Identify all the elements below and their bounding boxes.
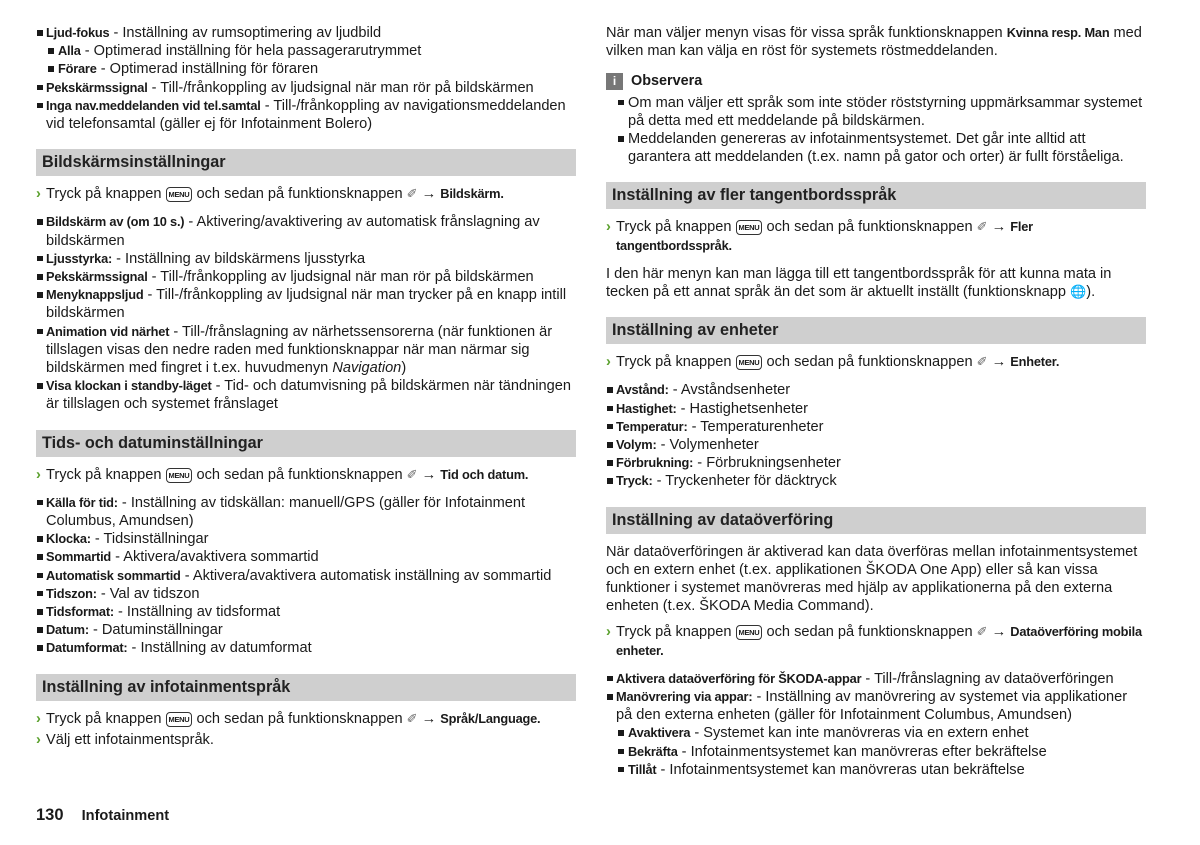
- list-item: [606, 761, 1146, 779]
- section-heading-language: Inställning av infotainmentspråk: [36, 674, 576, 701]
- step-prefix: Tryck på knappen: [616, 354, 732, 371]
- item-term: Sommartid: [46, 549, 112, 565]
- item-text: - Avståndsenheter: [668, 382, 791, 399]
- item-term: Menyknappsljud: [46, 287, 144, 303]
- list-item: [36, 603, 576, 621]
- step-target: Fler tangentbordsspråk.: [616, 219, 1033, 253]
- function-key-icon: ✐: [976, 219, 988, 235]
- list-item: [606, 743, 1146, 761]
- list-item: [606, 724, 1146, 742]
- item-term: Visa klockan i standby-läget: [46, 378, 212, 394]
- list-item: [606, 436, 1146, 454]
- instruction-step: [36, 710, 576, 728]
- step-arrow-icon: ›: [606, 219, 611, 236]
- list-item: [606, 400, 1146, 418]
- step-target: Bildskärm.: [440, 186, 504, 202]
- note-list: [606, 94, 1146, 167]
- step-mid: och sedan på funktionsknappen: [766, 219, 973, 236]
- item-term: Pekskärmssignal: [46, 269, 148, 285]
- menu-key-icon: MENU: [736, 220, 763, 235]
- list-item: [36, 567, 576, 585]
- item-term: Inga nav.meddelanden vid tel.samtal: [46, 97, 261, 113]
- item-text: - Inställning av datumformat: [127, 640, 312, 657]
- item-text: - Infotainmentsystemet kan manövreras utan bekräftelse: [656, 761, 1025, 778]
- list-item: [606, 381, 1146, 399]
- keyboard-paragraph: I den här menyn kan man lägga till ett tangentbordsspråk för att kunna mata in tecken på ett annat språk än det som är aktuellt inställt (funktionsknapp 🌐).: [606, 265, 1112, 301]
- item-term: Tillåt: [628, 761, 657, 777]
- item-text: - Infotainmentsystemet kan manövreras efter bekräftelse: [677, 743, 1047, 760]
- list-item: [36, 585, 576, 603]
- page-footer: [36, 806, 169, 825]
- instruction-step: [36, 466, 576, 484]
- item-term: Volym:: [616, 437, 657, 453]
- item-text: Meddelanden genereras av infotainmentsystemet. Det går inte alltid att garantera att meddelanden (t.ex. namn på gator och orter) är fullt förståeliga.: [628, 131, 1124, 166]
- instruction-step-2: › Välj ett infotainmentspråk.: [36, 731, 214, 748]
- list-item: [36, 494, 576, 530]
- item-term: Datum:: [46, 622, 89, 638]
- time-settings-list: [36, 494, 576, 658]
- item-term: Ljud-fokus: [46, 25, 110, 40]
- item-term: Bildskärm av (om 10 s.): [46, 214, 185, 230]
- item-text: - Inställning av bildskärmens ljusstyrka: [112, 250, 366, 267]
- item-text: - Hastighetsenheter: [676, 400, 808, 417]
- list-item: [36, 530, 576, 548]
- step-target: Dataöverföring mobila enheter.: [616, 624, 1142, 658]
- goto-arrow-icon: →: [421, 710, 437, 727]
- list-item: [36, 60, 576, 78]
- step-arrow-icon: ›: [606, 624, 611, 641]
- function-key-icon: ✐: [976, 354, 988, 370]
- item-text: - Aktivera/avaktivera sommartid: [111, 549, 319, 566]
- item-text: - Systemet kan inte manövreras via en extern enhet: [690, 725, 1029, 742]
- list-item: [36, 377, 576, 413]
- item-term: Ljusstyrka:: [46, 250, 113, 266]
- item-term: Tidsformat:: [46, 604, 114, 620]
- intro-paragraph: När man väljer menyn visas för vissa språk funktionsknappen Kvinna resp. Man med vilken man kan välja en röst för systemets röstmeddelanden.: [606, 25, 1142, 60]
- note-header: [606, 72, 1146, 90]
- item-term: Pekskärmssignal: [46, 79, 148, 95]
- item-term: Alla: [58, 43, 81, 59]
- item-text: - Till-/frånslagning av dataöverföringen: [861, 670, 1114, 687]
- list-item: [606, 670, 1146, 688]
- list-item: [606, 688, 1146, 724]
- item-text: - Till-/frånslagning av närhetssensorerna (när funktionen är tillslagen visas den nedre raden med funktionsknappar när man närmar sig bildskärmen med fingret i t.ex. huvudmenyn: [46, 323, 553, 377]
- step-prefix: Tryck på knappen: [616, 219, 732, 236]
- step-mid: och sedan på funktionsknappen: [196, 186, 403, 203]
- step-prefix: Tryck på knappen: [46, 710, 162, 727]
- data-paragraph: När dataöverföringen är aktiverad kan data överföras mellan infotainmentsystemet och en extern enhet (t.ex. applikationen ŠKODA One App) eller så kan vissa funktioner i systemet manövreras med hjälp av applikationerna på den externa enheten (t.ex. ŠKODA Media Command).: [606, 543, 1138, 615]
- left-column: [36, 24, 576, 749]
- list-item: [36, 42, 576, 60]
- instruction-step: [606, 623, 1146, 659]
- step-target: Tid och datum.: [440, 466, 529, 482]
- step-prefix: Tryck på knappen: [616, 624, 732, 641]
- item-term: Datumformat:: [46, 640, 128, 656]
- menu-key-icon: MENU: [166, 187, 193, 202]
- function-key-icon: ✐: [406, 466, 418, 482]
- item-term: Klocka:: [46, 531, 91, 547]
- menu-key-icon: MENU: [166, 468, 193, 483]
- list-item: [36, 548, 576, 566]
- menu-key-icon: MENU: [166, 712, 193, 727]
- item-term: Aktivera dataöverföring för ŠKODA-appar: [616, 670, 862, 686]
- step-arrow-icon: ›: [36, 731, 41, 748]
- item-text: - Till-/frånkoppling av ljudsignal när man rör på bildskärmen: [147, 269, 534, 286]
- units-list: [606, 381, 1146, 490]
- item-text: - Aktivering/avaktivering av automatisk frånslagning av bildskärmen: [46, 214, 540, 249]
- info-icon: i: [606, 73, 623, 90]
- item-text: - Tryckenheter för däcktryck: [652, 473, 837, 490]
- item-term: Källa för tid:: [46, 494, 118, 510]
- step-target: Enheter.: [1010, 354, 1060, 370]
- item-term: Automatisk sommartid: [46, 567, 181, 583]
- item-text: - Inställning av tidsformat: [113, 604, 281, 621]
- list-item: [36, 24, 576, 42]
- item-italic: Navigation: [332, 360, 402, 377]
- item-text: - Till-/frånkoppling av ljudsignal när man rör på bildskärmen: [147, 79, 534, 96]
- item-term: Tryck:: [616, 473, 653, 489]
- step-mid: och sedan på funktionsknappen: [766, 354, 973, 371]
- list-item: [36, 323, 576, 378]
- screen-settings-list: [36, 213, 576, 413]
- goto-arrow-icon: →: [991, 219, 1007, 236]
- item-text: - Optimerad inställning för hela passagerarutrymmet: [80, 43, 422, 60]
- item-text: - Inställning av rumsoptimering av ljudbild: [109, 25, 382, 41]
- function-key-icon: ✐: [406, 710, 418, 726]
- list-item: [36, 213, 576, 249]
- list-item: [36, 639, 576, 657]
- step-mid: och sedan på funktionsknappen: [196, 466, 403, 483]
- item-term: Avaktivera: [628, 725, 691, 741]
- item-term: Bekräfta: [628, 743, 678, 759]
- item-text: - Volymenheter: [656, 437, 759, 454]
- data-settings-list: [606, 670, 1146, 779]
- list-item: [606, 130, 1146, 166]
- step-arrow-icon: ›: [36, 710, 41, 727]
- item-text: Om man väljer ett språk som inte stöder röststyrning uppmärksammar systemet på detta med ett meddelande på bildskärmen.: [628, 94, 1143, 129]
- item-term: Temperatur:: [616, 418, 688, 434]
- footer-section: Infotainment: [81, 808, 170, 824]
- goto-arrow-icon: →: [421, 186, 437, 203]
- list-item: [36, 79, 576, 97]
- item-text: - Datuminställningar: [88, 622, 223, 639]
- step-prefix: Tryck på knappen: [46, 466, 162, 483]
- instruction-step: [36, 185, 576, 203]
- item-text: - Temperaturenheter: [687, 418, 824, 435]
- item-term: Förbrukning:: [616, 455, 694, 471]
- step-mid: och sedan på funktionsknappen: [766, 624, 973, 641]
- step-arrow-icon: ›: [606, 354, 611, 371]
- goto-arrow-icon: →: [991, 354, 1007, 371]
- list-item: [606, 472, 1146, 490]
- item-term: Tidszon:: [46, 585, 97, 601]
- audio-settings-list: [36, 24, 576, 133]
- item-text: - Aktivera/avaktivera automatisk inställning av sommartid: [180, 567, 552, 584]
- section-heading-screen: Bildskärmsinställningar: [36, 149, 576, 176]
- list-item: [36, 250, 576, 268]
- item-text: - Optimerad inställning för föraren: [96, 61, 319, 78]
- step-arrow-icon: ›: [36, 186, 41, 203]
- list-item: [606, 454, 1146, 472]
- function-key-icon: ✐: [406, 186, 418, 202]
- function-key-icon: ✐: [976, 624, 988, 640]
- list-item: [36, 286, 576, 322]
- page-number: 130: [36, 806, 64, 824]
- item-term: Manövrering via appar:: [616, 689, 753, 705]
- item-text: - Till-/frånkoppling av navigationsmeddelanden vid telefonsamtal (gäller ej för Infotainment Bolero): [46, 97, 566, 133]
- item-text: - Inställning av manövrering av systemet via applikationer på den externa enheten (gäller för Infotainment Columbus, Amundsen): [616, 689, 1128, 724]
- list-item: [606, 418, 1146, 436]
- list-item: [36, 621, 576, 639]
- section-heading-units: Inställning av enheter: [606, 317, 1146, 344]
- item-after: ): [401, 360, 407, 377]
- item-text: - Förbrukningsenheter: [693, 455, 841, 472]
- item-term: Avstånd:: [616, 382, 669, 398]
- item-text: - Inställning av tidskällan: manuell/GPS (gäller för Infotainment Columbus, Amundsen): [46, 494, 526, 530]
- step-arrow-icon: ›: [36, 466, 41, 483]
- list-item: [36, 268, 576, 286]
- menu-key-icon: MENU: [736, 355, 763, 370]
- section-heading-data: Inställning av dataöverföring: [606, 507, 1146, 534]
- item-term: Animation vid närhet: [46, 323, 170, 339]
- item-term: Hastighet:: [616, 400, 677, 416]
- globe-icon: 🌐: [1070, 284, 1087, 300]
- item-term: Förare: [58, 61, 97, 77]
- item-text: - Till-/frånkoppling av ljudsignal när man trycker på en knapp intill bildskärmen: [46, 287, 567, 322]
- menu-key-icon: MENU: [736, 625, 763, 640]
- instruction-step: [606, 353, 1146, 371]
- right-column: [606, 24, 1146, 779]
- step-mid: och sedan på funktionsknappen: [196, 710, 403, 727]
- goto-arrow-icon: →: [991, 624, 1007, 641]
- section-heading-time: Tids- och datuminställningar: [36, 430, 576, 457]
- item-text: - Val av tidszon: [96, 585, 200, 602]
- note-title: Observera: [631, 73, 703, 90]
- list-item: [36, 97, 576, 133]
- step-target: Språk/Language.: [440, 710, 541, 726]
- step-prefix: Tryck på knappen: [46, 186, 162, 203]
- instruction-step: [606, 218, 1146, 254]
- section-heading-keyboard: Inställning av fler tangentbordsspråk: [606, 182, 1146, 209]
- goto-arrow-icon: →: [421, 466, 437, 483]
- item-text: - Tid- och datumvisning på bildskärmen när tändningen är tillslagen och systemet frånslaget: [46, 378, 571, 413]
- item-text: - Tidsinställningar: [90, 531, 209, 548]
- list-item: [606, 94, 1146, 130]
